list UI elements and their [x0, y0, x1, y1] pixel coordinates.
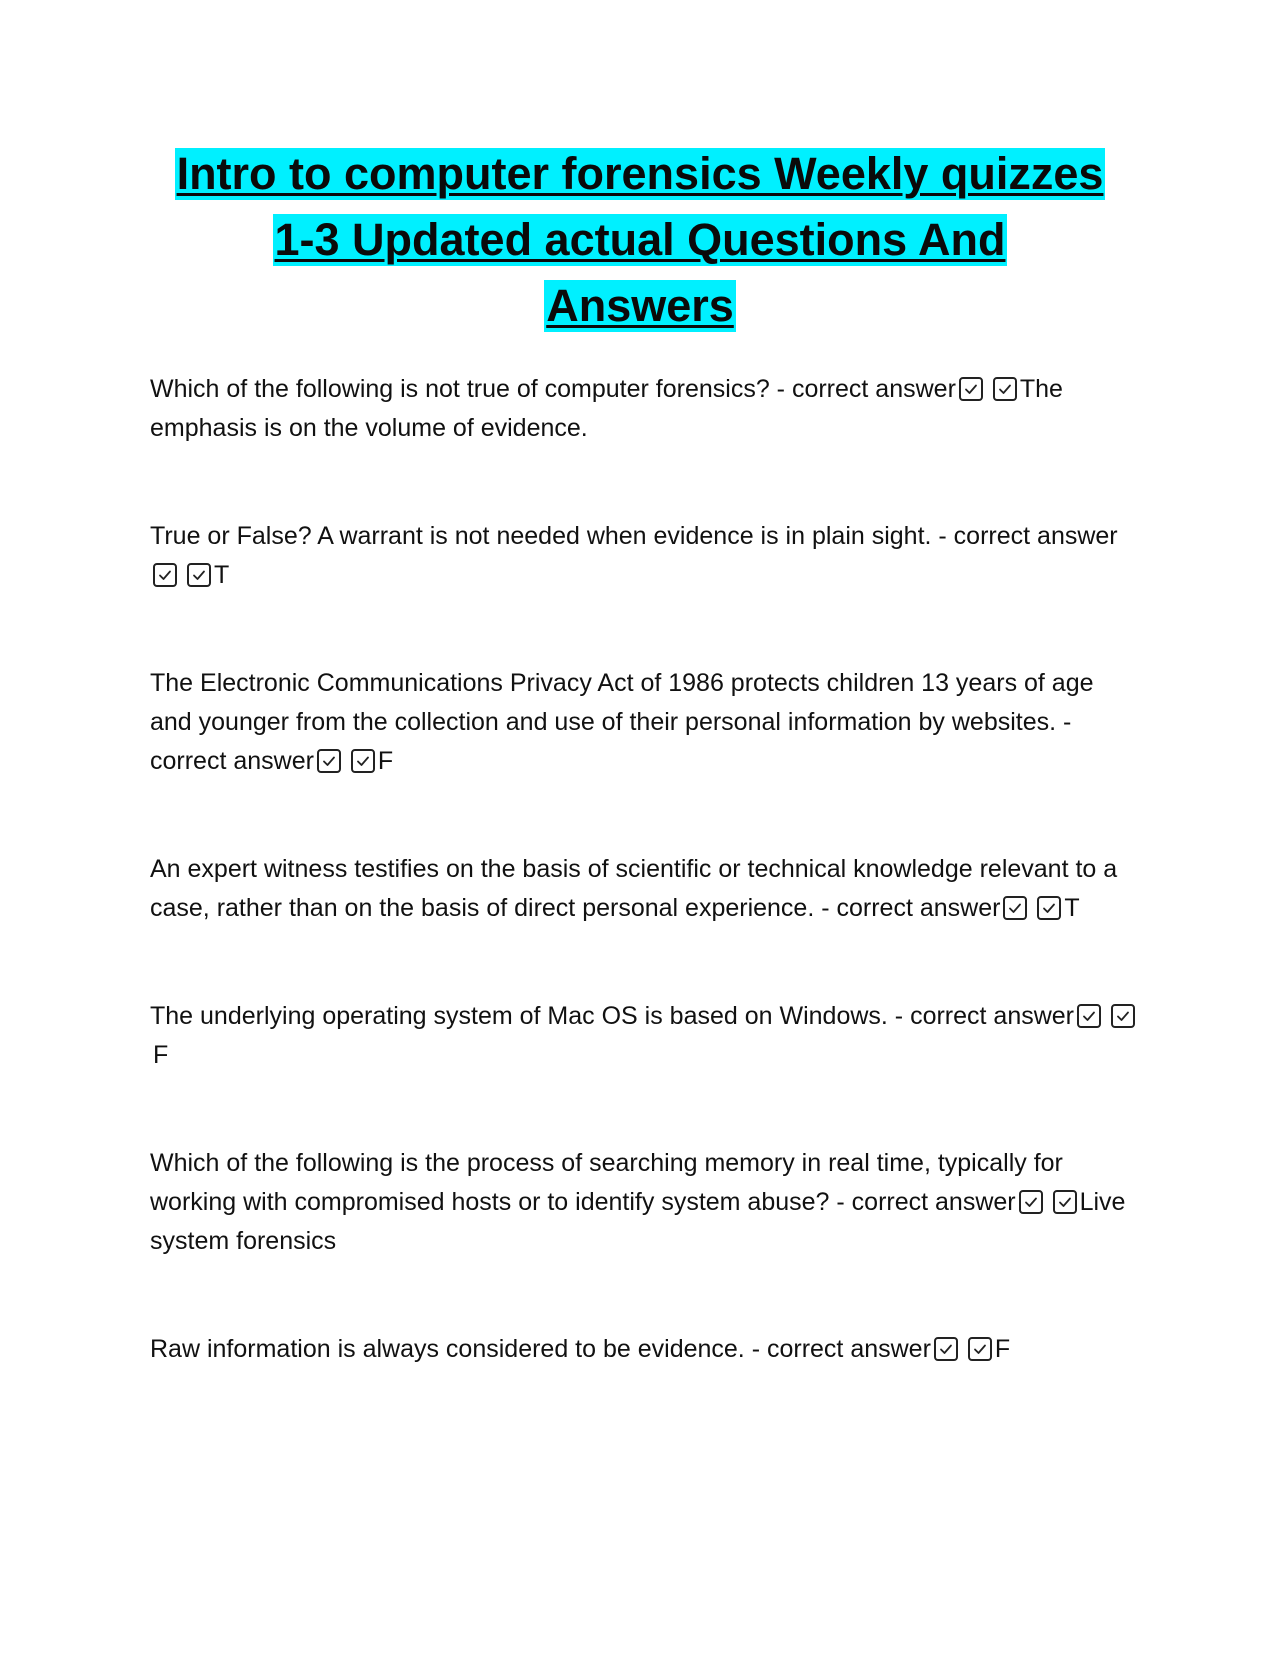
- question-text: Which of the following is the process of searching memory in real time, typically for working with compromised hosts or to identify system abuse? - correct answer: [150, 1149, 1063, 1216]
- qa-item: [150, 370, 1140, 448]
- checkbox-checked-icon: [187, 563, 211, 587]
- question-text: Which of the following is not true of computer forensics? - correct answer: [150, 375, 956, 403]
- answer-text: T: [1064, 894, 1080, 922]
- question-text: The Electronic Communications Privacy Act of 1986 protects children 13 years of age and younger from the collection and use of their personal information by websites. - correct answer: [150, 669, 1094, 775]
- checkbox-checked-icon: [1037, 896, 1061, 920]
- question-text: Raw information is always considered to be evidence. - correct answer: [150, 1335, 931, 1363]
- answer-text: T: [213, 561, 230, 589]
- answer-text: F: [994, 1335, 1011, 1363]
- checkbox-checked-icon: [968, 1337, 992, 1361]
- question-text: An expert witness testifies on the basis of scientific or technical knowledge relevant to a case, rather than on the basis of direct personal experience. - correct answer: [150, 855, 1118, 922]
- question-text: The underlying operating system of Mac OS is based on Windows. - correct answer: [150, 1002, 1075, 1030]
- qa-item: [150, 997, 1140, 1075]
- qa-item: [150, 664, 1140, 781]
- document-title: [150, 148, 1130, 346]
- qa-item: [150, 1144, 1140, 1261]
- title-line: Intro to computer forensics Weekly quizzes: [176, 148, 1104, 199]
- title-line: 1-3 Updated actual Questions And: [274, 214, 1006, 265]
- qa-item: [150, 1330, 1140, 1369]
- checkbox-checked-icon: [959, 377, 983, 401]
- checkbox-checked-icon: [351, 749, 375, 773]
- question-text: True or False? A warrant is not needed when evidence is in plain sight. - correct answer: [150, 522, 1118, 550]
- checkbox-checked-icon: [993, 377, 1017, 401]
- checkbox-checked-icon: [1003, 896, 1027, 920]
- checkbox-checked-icon: [153, 563, 177, 587]
- answer-text: F: [377, 747, 394, 775]
- qa-item: [150, 517, 1140, 595]
- answer-text: F: [153, 1041, 169, 1069]
- answer-text: The emphasis is on the volume of evidence.: [150, 375, 1063, 442]
- checkbox-checked-icon: [1077, 1004, 1101, 1028]
- answer-text: Live system forensics: [150, 1188, 1126, 1255]
- title-line: Answers: [546, 280, 734, 331]
- checkbox-checked-icon: [1019, 1190, 1043, 1214]
- checkbox-checked-icon: [317, 749, 341, 773]
- checkbox-checked-icon: [1111, 1004, 1135, 1028]
- checkbox-checked-icon: [934, 1337, 958, 1361]
- checkbox-checked-icon: [1053, 1190, 1077, 1214]
- qa-list: [150, 370, 1130, 1369]
- qa-item: [150, 850, 1140, 928]
